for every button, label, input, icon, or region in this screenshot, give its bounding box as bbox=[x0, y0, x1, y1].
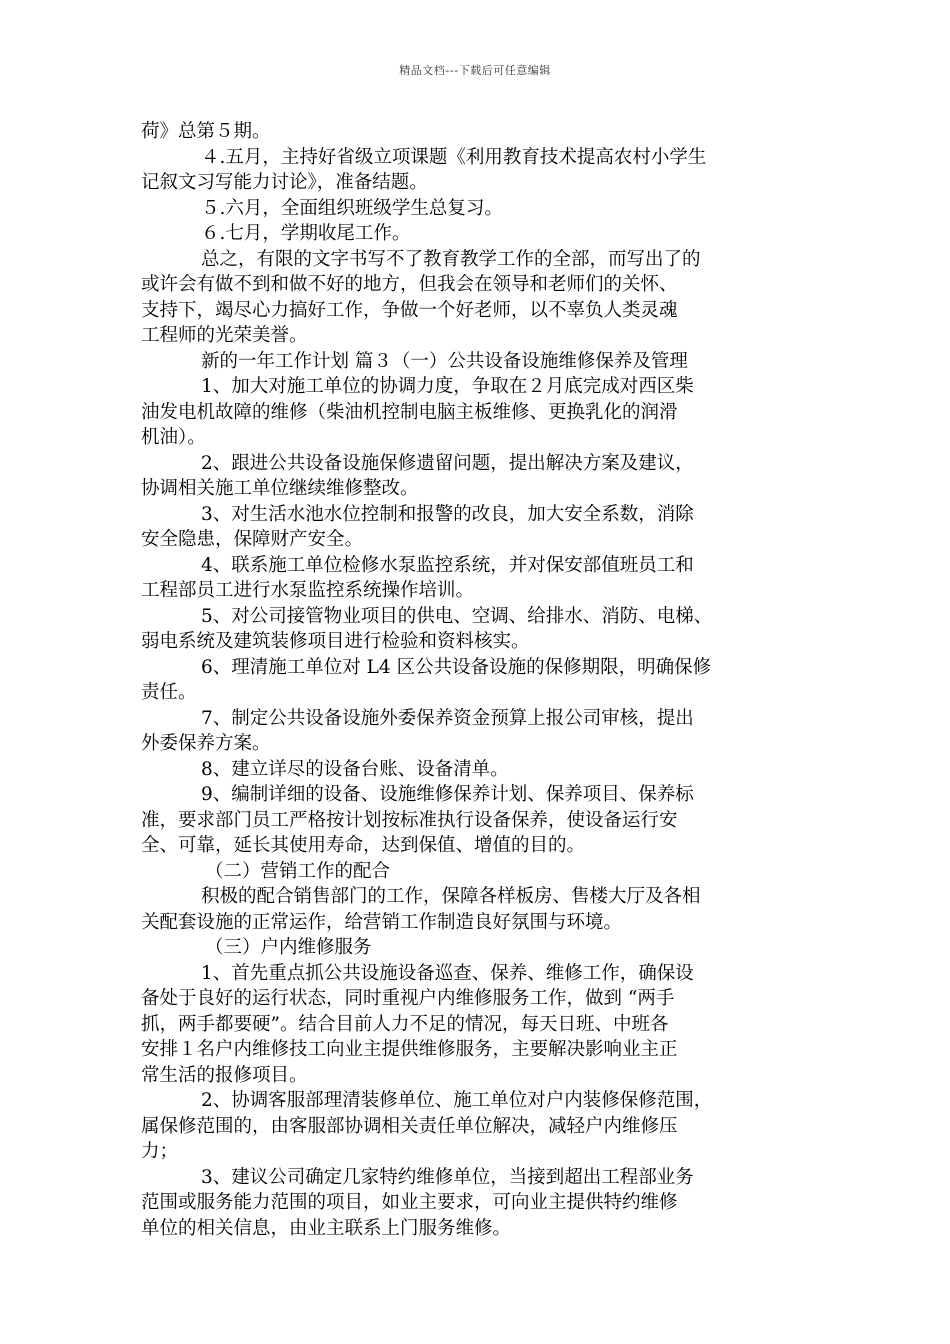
text-line: 3、建议公司确定几家特约维修单位，当接到超出工程部业务 bbox=[201, 1166, 694, 1188]
text-line: 7、制定公共设备设施外委保养资金预算上报公司审核，提出 bbox=[201, 707, 694, 729]
text-line: 积极的配合销售部门的工作，保障各样板房、售楼大厅及各相 bbox=[201, 886, 701, 907]
text-line: 准，要求部门员工严格按计划按标准执行设备保养，使设备运行安 bbox=[141, 809, 678, 831]
text-line: 外委保养方案。 bbox=[141, 733, 271, 754]
text-line: ６.七月，学期收尾工作。 bbox=[201, 223, 411, 244]
text-line: 关配套设施的正常运作，给营销工作制造良好氛围与环境。 bbox=[141, 911, 623, 933]
document-body bbox=[141, 119, 811, 1241]
text-line: 支持下，竭尽心力搞好工作，争做一个好老师，以不辜负人类灵魂 bbox=[141, 299, 678, 321]
text-line: 总之，有限的文字书写不了教育教学工作的全部，而写出了的 bbox=[201, 248, 701, 270]
text-line: 协调相关施工单位继续维修整改。 bbox=[141, 478, 419, 499]
text-line: 8、建立详尽的设备台账、设备清单。 bbox=[201, 758, 509, 780]
text-line: 工程师的光荣美誉。 bbox=[141, 325, 308, 346]
text-line: 工程部员工进行水泵监控系统操作培训。 bbox=[141, 580, 475, 601]
text-line: 安全隐患，保障财产安全。 bbox=[141, 529, 364, 550]
text-line: 抓，两手都要硬”。结合目前人力不足的情况，每天日班、中班各 bbox=[141, 1013, 669, 1035]
text-line: 常生活的报修项目。 bbox=[141, 1064, 308, 1086]
text-line: 记叙文习写能力讨论》，准备结题。 bbox=[141, 172, 428, 193]
text-line: 单位的相关信息，由业主联系上门服务维修。 bbox=[141, 1217, 512, 1239]
text-line: 1、首先重点抓公共设施设备巡查、保养、维修工作，确保设 bbox=[201, 962, 694, 984]
page-header: 精品文档---下载后可任意编辑 bbox=[399, 64, 551, 77]
text-line: 责任。 bbox=[141, 682, 197, 703]
text-line: 弱电系统及建筑装修项目进行检验和资料核实。 bbox=[141, 631, 530, 652]
text-line: 全、可靠，延长其使用寿命，达到保值、增值的目的。 bbox=[141, 835, 586, 856]
text-line: 2、协调客服部理清装修单位、施工单位对户内装修保修范围， bbox=[201, 1090, 713, 1111]
text-line: 范围或服务能力范围的项目，如业主要求，可向业主提供特约维修 bbox=[141, 1192, 678, 1213]
text-line: 油发电机故障的维修（柴油机控制电脑主板维修、更换乳化的润滑 bbox=[141, 401, 678, 423]
text-line: ５.六月，全面组织班级学生总复习。 bbox=[201, 197, 503, 219]
text-line: （二）营销工作的配合 bbox=[205, 860, 391, 882]
text-line: 9、编制详细的设备、设施维修保养计划、保养项目、保养标 bbox=[201, 784, 694, 805]
text-line: 力； bbox=[141, 1141, 179, 1162]
text-line: 或许会有做不到和做不好的地方，但我会在领导和老师们的关怀、 bbox=[141, 274, 678, 295]
text-line: 备处于良好的运行状态，同时重视户内维修服务工作，做到 “两手 bbox=[141, 988, 675, 1009]
text-line: 新的一年工作计划 篇３（一）公共设备设施维修保养及管理 bbox=[201, 350, 688, 372]
text-line: 4、联系施工单位检修水泵监控系统，并对保安部值班员工和 bbox=[201, 554, 694, 576]
text-line: 6、理清施工单位对 L4 区公共设备设施的保修期限，明确保修 bbox=[201, 656, 712, 678]
text-line: 机油）。 bbox=[141, 427, 206, 448]
text-line: （三）户内维修服务 bbox=[205, 937, 372, 958]
text-line: 5、对公司接管物业项目的供电、空调、给排水、消防、电梯、 bbox=[201, 605, 713, 627]
text-line: 2、跟进公共设备设施保修遗留问题，提出解决方案及建议， bbox=[201, 452, 694, 474]
text-line: ４.五月，主持好省级立项课题《利用教育技术提高农村小学生 bbox=[201, 146, 707, 168]
text-line: 荷》总第５期。 bbox=[141, 121, 271, 142]
text-line: 1、加大对施工单位的协调力度，争取在２月底完成对西区柴 bbox=[201, 376, 694, 397]
text-line: 安排１名户内维修技工向业主提供维修服务，主要解决影响业主正 bbox=[141, 1039, 678, 1060]
text-line: 属保修范围的，由客服部协调相关责任单位解决，减轻户内维修压 bbox=[141, 1115, 678, 1137]
text-line: 3、对生活水池水位控制和报警的改良，加大安全系数，消除 bbox=[201, 503, 694, 525]
